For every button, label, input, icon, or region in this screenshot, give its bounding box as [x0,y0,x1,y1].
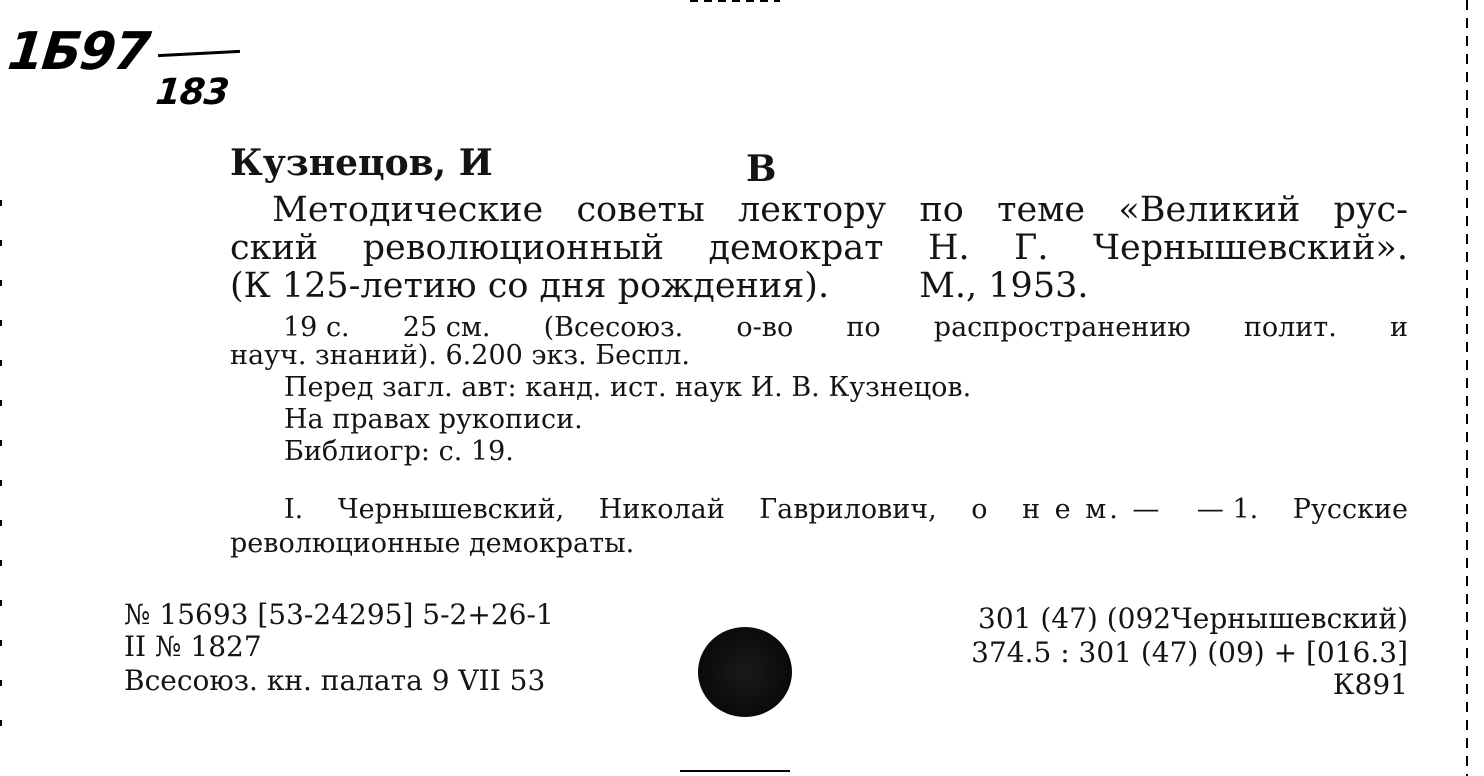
author-name: Кузнецов, И [230,142,493,184]
title-word: рус- [1333,190,1408,230]
publication-place-year: М., 1953. [919,266,1089,306]
card-number: № 15693 [53-24295] 5-2+26-1 [124,598,554,631]
title-word: советы [576,190,705,230]
subject-part: I. [284,494,304,525]
title-line-3 [230,266,1089,306]
title-word: по [919,190,964,230]
title-word: революционный [362,228,664,268]
description-part: распространению [933,312,1191,343]
subject-part: Николай [598,494,725,525]
subject-part: Русские [1292,494,1408,525]
title-subtitle: (К 125-летию со дня рождения). [230,266,830,306]
scan-edge-right [1466,0,1468,776]
description-part: полит. [1243,312,1337,343]
title-line-2 [230,228,1408,268]
subject-part: н е м. — [1022,494,1163,525]
subject-line-2: революционные демократы. [230,528,635,559]
scan-edge-left [0,200,2,760]
title-word: Чернышевский». [1092,228,1408,268]
description-part: 19 с. [283,312,350,343]
subject-part: о [971,494,988,525]
classification-code-1: 301 (47) (092Чернышевский) [978,602,1408,635]
description-part: о-во [736,312,794,343]
title-line-1 [272,190,1408,230]
subject-line-1 [284,494,1408,525]
subject-part: Гаврилович, [759,494,937,525]
subject-part: — 1. [1196,494,1259,525]
note-manuscript: На правах рукописи. [284,404,583,435]
description-part: 25 см. [402,312,491,343]
handwritten-fraction-bar [158,50,240,57]
description-line-2: науч. знаний). 6.200 экз. Беспл. [230,340,690,371]
description-part: и [1389,312,1408,343]
author-mark: К891 [1332,668,1408,701]
punch-hole [698,627,792,717]
scan-edge-top [690,0,780,2]
chamber-date: Всесоюз. кн. палата 9 VII 53 [124,664,546,697]
handwritten-shelf-mark: 1Б97 [4,22,152,82]
handwritten-fraction: 183 [153,72,231,113]
description-part: по [846,312,881,343]
title-word: демократ [708,228,884,268]
note-author: Перед загл. авт: канд. ист. наук И. В. Кузнецов. [284,372,972,403]
title-word: теме [997,190,1086,230]
title-word: «Великий [1118,190,1301,230]
title-word: Н. [928,228,970,268]
title-word: ский [230,228,319,268]
title-word: Методические [272,190,544,230]
title-word: лектору [737,190,887,230]
title-word: Г. [1014,228,1049,268]
scan-edge-bottom [680,770,790,772]
classification-code-2: 374.5 : 301 (47) (09) + [016.3] [971,636,1408,669]
description-part: (Всесоюз. [543,312,684,343]
description-line-1 [283,312,1408,343]
subject-part: Чернышевский, [337,494,565,525]
author-initial: В [746,148,777,190]
note-bibliography: Библиогр: с. 19. [284,436,514,467]
registration-number: II № 1827 [124,630,262,663]
